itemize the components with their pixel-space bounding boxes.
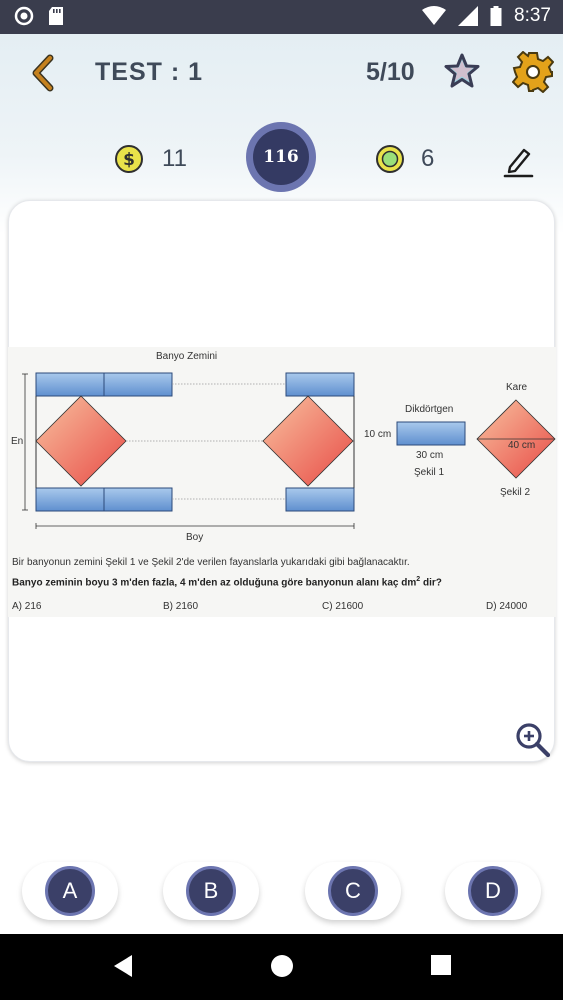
settings-gear-icon[interactable] xyxy=(512,51,554,93)
signal-icon xyxy=(458,6,478,26)
zoom-in-icon[interactable] xyxy=(514,721,552,759)
star-icon[interactable] xyxy=(443,52,481,90)
question-prompt-end: dir? xyxy=(420,577,442,589)
en-label: En xyxy=(11,436,24,447)
answer-c-label: C xyxy=(328,866,378,916)
countdown-timer xyxy=(246,122,316,192)
rect-width-label: 30 cm xyxy=(416,450,444,461)
option-b-text: B) 2160 xyxy=(163,601,199,612)
option-a-text: A) 216 xyxy=(12,601,42,612)
rect-tile-sample xyxy=(397,422,465,445)
tile xyxy=(104,373,172,396)
pencil-icon[interactable] xyxy=(502,144,534,178)
tile xyxy=(36,373,104,396)
boy-label: Boy xyxy=(186,532,204,543)
hint-count: 6 xyxy=(421,145,435,172)
android-nav-bar xyxy=(0,934,563,1000)
answer-button-c[interactable] xyxy=(305,862,401,920)
answer-b-label: B xyxy=(186,866,236,916)
answer-button-d[interactable] xyxy=(445,862,541,920)
status-time: 8:37 xyxy=(514,5,551,26)
option-d-text: D) 24000 xyxy=(486,601,528,612)
coin-icon xyxy=(114,144,144,174)
nav-back-icon[interactable] xyxy=(112,954,134,978)
back-arrow-icon[interactable] xyxy=(26,54,60,92)
timer-value: 116 xyxy=(253,129,309,185)
rect-title: Dikdörtgen xyxy=(405,404,454,415)
hint-token-icon xyxy=(375,144,405,174)
tile xyxy=(104,488,172,511)
question-progress: 5/10 xyxy=(366,58,415,86)
nav-home-icon[interactable] xyxy=(270,954,294,978)
figure-title: Banyo Zemini xyxy=(156,351,218,362)
status-bar xyxy=(0,0,563,34)
answer-d-label: D xyxy=(468,866,518,916)
circle-status-icon xyxy=(14,6,34,26)
diamond-tile xyxy=(263,396,353,486)
battery-icon xyxy=(490,6,502,26)
square-side-label: 40 cm xyxy=(508,440,536,451)
sekil2-label: Şekil 2 xyxy=(500,487,531,498)
stats-row xyxy=(0,120,563,200)
diamond-tile xyxy=(36,396,126,486)
coin-count: 11 xyxy=(162,145,187,172)
test-title: TEST : 1 xyxy=(95,58,204,86)
answer-a-label: A xyxy=(45,866,95,916)
tile xyxy=(286,373,354,396)
rect-height-label: 10 cm xyxy=(364,429,392,440)
sd-card-icon xyxy=(48,6,64,26)
nav-recents-icon[interactable] xyxy=(430,954,452,976)
wifi-icon xyxy=(422,6,446,26)
question-prompt xyxy=(12,576,442,588)
sekil1-label: Şekil 1 xyxy=(414,467,445,478)
square-title: Kare xyxy=(506,382,528,393)
tile xyxy=(286,488,354,511)
question-text: Bir banyonun zemini Şekil 1 ve Şekil 2'de verilen fayanslarla yukarıdaki gibi bağlanacaktır. xyxy=(12,557,410,568)
option-c-text: C) 21600 xyxy=(322,601,364,612)
question-prompt-sup: 2 xyxy=(416,576,421,583)
tile xyxy=(36,488,104,511)
svg-text:$: $ xyxy=(123,150,135,170)
answer-button-a[interactable] xyxy=(22,862,118,920)
question-prompt-main: Banyo zeminin boyu 3 m'den fazla, 4 m'den az olduğuna göre banyonun alanı kaç dm xyxy=(12,577,417,589)
answer-button-b[interactable] xyxy=(163,862,259,920)
